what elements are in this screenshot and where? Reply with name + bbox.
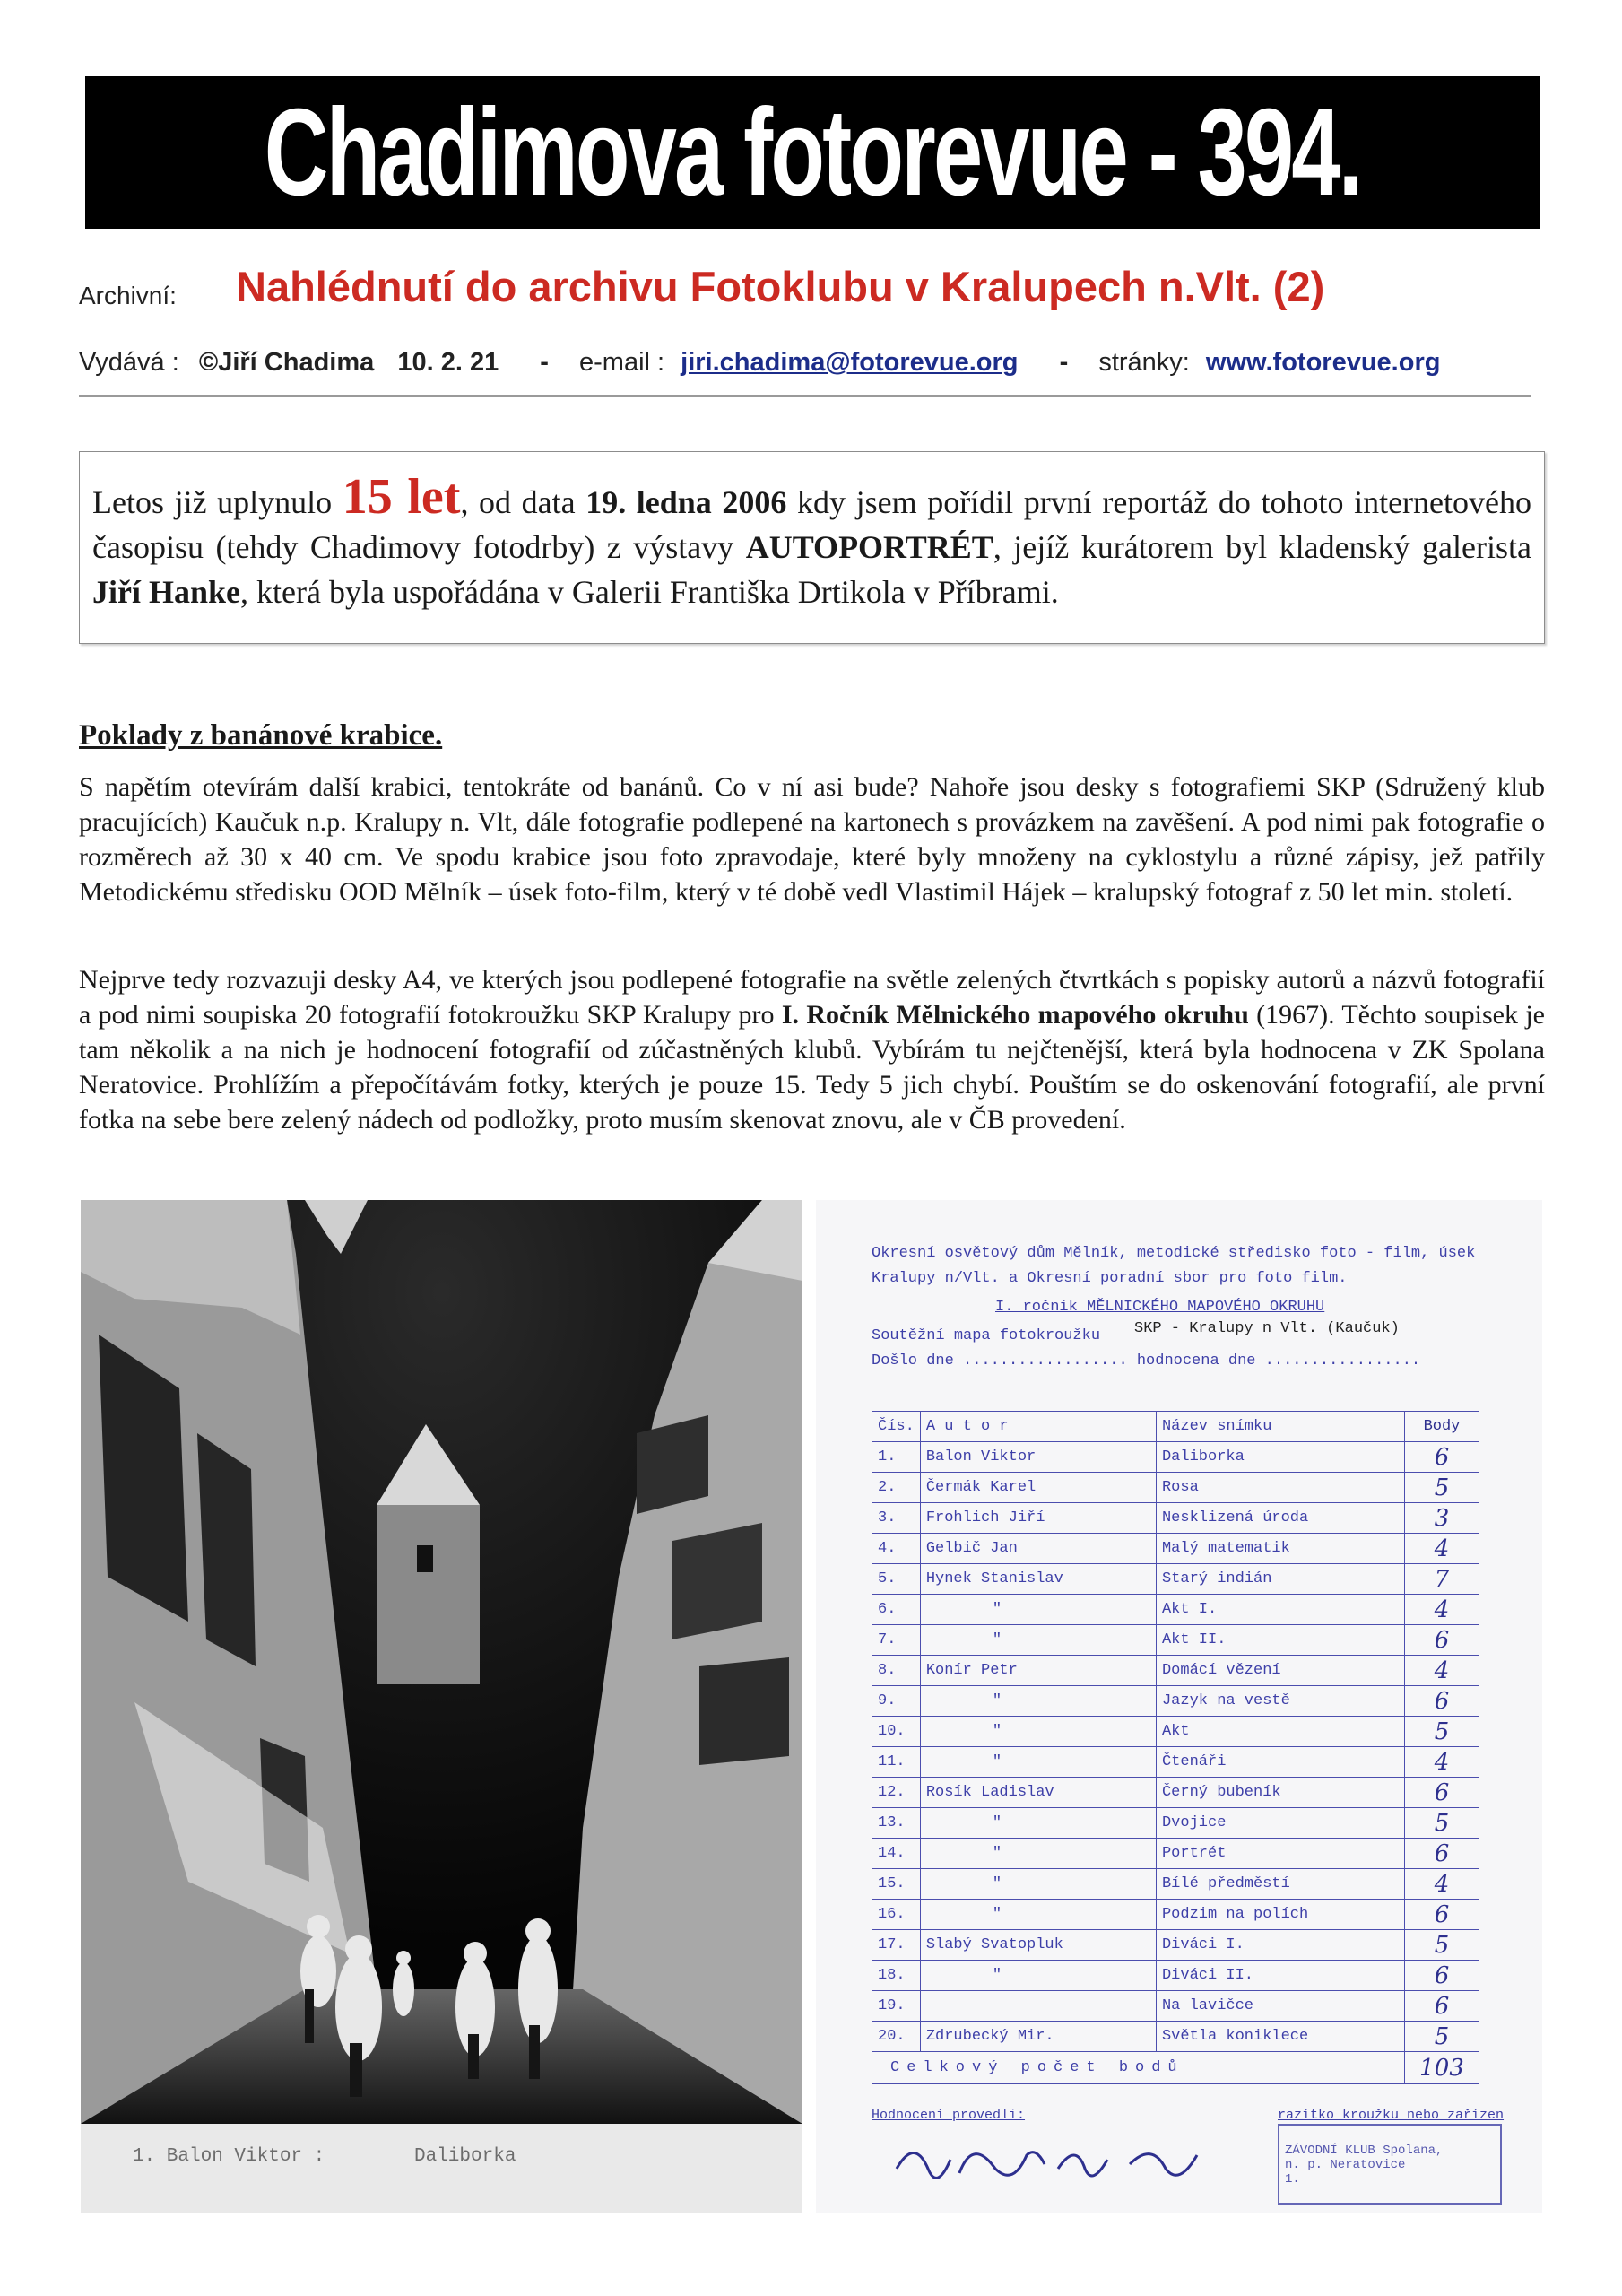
section-heading: Poklady z banánové krabice. (79, 719, 443, 752)
row-author: Slabý Svatopluk (920, 1930, 1156, 1961)
row-author: " (920, 1686, 1156, 1717)
col-header-title: Název snímku (1156, 1412, 1404, 1442)
row-number: 15. (872, 1869, 921, 1900)
sheet-header-line: Kralupy n/Vlt. a Okresní poradní sbor pro foto film. (872, 1270, 1348, 1287)
row-points: 6 (1404, 1991, 1479, 2022)
row-author: " (920, 1869, 1156, 1900)
row-points: 4 (1404, 1747, 1479, 1778)
row-points: 6 (1404, 1839, 1479, 1869)
competition-name: I. Ročník Mělnického mapového okruhu (781, 1000, 1249, 1030)
row-title: Akt (1156, 1717, 1404, 1747)
row-author: " (920, 1747, 1156, 1778)
row-number: 20. (872, 2022, 921, 2052)
photo-daliborka (81, 1200, 802, 2213)
row-points: 6 (1404, 1686, 1479, 1717)
row-author: Gelbič Jan (920, 1534, 1156, 1564)
club-stamp (1278, 2124, 1502, 2205)
photo-caption-title: Daliborka (414, 2146, 516, 2167)
sheet-competition: I. ročník MĚLNICKÉHO MAPOVÉHO OKRUHU (995, 1299, 1325, 1316)
row-author: Hynek Stanislav (920, 1564, 1156, 1595)
first-report-date: 19. ledna 2006 (585, 484, 787, 520)
row-title: Nesklizená úroda (1156, 1503, 1404, 1534)
row-title: Černý bubeník (1156, 1778, 1404, 1808)
row-title: Čtenáři (1156, 1747, 1404, 1778)
publisher-row (79, 348, 1549, 387)
table-row (872, 1656, 1479, 1686)
row-title: Diváci I. (1156, 1930, 1404, 1961)
row-number: 10. (872, 1717, 921, 1747)
row-author: Balon Viktor (920, 1442, 1156, 1473)
table-row (872, 1991, 1479, 2022)
row-points: 5 (1404, 1473, 1479, 1503)
row-title: Diváci II. (1156, 1961, 1404, 1991)
email-link[interactable]: jiri.chadima@fotorevue.org (681, 348, 1019, 377)
email-label: e-mail : (579, 348, 665, 377)
row-number: 7. (872, 1625, 921, 1656)
photo-image (81, 1200, 802, 2213)
row-title: Dvojice (1156, 1808, 1404, 1839)
table-row (872, 2022, 1479, 2052)
exhibition-name: AUTOPORTRÉT (745, 529, 993, 565)
table-row (872, 1503, 1479, 1534)
publisher-label: Vydává : (79, 348, 179, 377)
row-title: Domácí vězení (1156, 1656, 1404, 1686)
row-points: 7 (1404, 1564, 1479, 1595)
article-paragraph: S napětím otevírám další krabici, tentokráte od banánů. Co v ní asi bude? Nahoře jsou desky s fotografiemi SKP (Sdružený klub pracujících) Kaučuk n.p. Kralupy n. Vlt, dále fotografie podlepené na kartonech s provázkem na zavěšení. A pod nimi pak fotografie o rozměrech až 30 x 40 cm. Ve spodu krabice jsou foto zpravodaje, které byly množeny na cyklostylu a různé zápisy, jež patřily Metodickému středisku OOD Mělník – úsek foto-film, který v té době vedl Vlastimil Hájek – kralupský fotograf z 50 let min. století. (79, 772, 1545, 907)
stamp-number: 1. (1285, 2172, 1300, 2187)
intro-text-part: Letos již uplynulo (92, 484, 343, 520)
row-number: 8. (872, 1656, 921, 1686)
separator: - (540, 348, 549, 377)
author-name: ©Jiří Chadima (198, 348, 375, 377)
row-number: 3. (872, 1503, 921, 1534)
article-title: Nahlédnutí do archivu Fotoklubu v Kralupech n.Vlt. (2) (236, 263, 1325, 310)
row-author: " (920, 1808, 1156, 1839)
intro-box (79, 451, 1545, 644)
row-author: Rosík Ladislav (920, 1778, 1156, 1808)
row-number: 17. (872, 1930, 921, 1961)
signatures (888, 2133, 1246, 2196)
table-row (872, 1564, 1479, 1595)
evaluation-table (872, 1411, 1479, 2084)
photo-caption-author: 1. Balon Viktor : (133, 2146, 325, 2167)
total-label: Celkový počet bodů (872, 2052, 1405, 2084)
intro-text (92, 469, 1532, 614)
intro-text-part: , která byla uspořádána v Galerii Františka Drtikola v Příbrami. (240, 574, 1059, 610)
paragraph-text: (1967). Těchto soupisek je tam několik a na nich je hodnocení fotografií od zúčastněných klubů. Vybírám tu nejčtenější, která byla hodnocena v ZK Spolana Neratovice. Prohlížím a přepočítávám fotky, kterých je pouze 15. Tedy 5 jich chybí. Pouštím se do oskenování fotografií, ale první fotka na sebe bere zelený nádech od podložky, proto musím skenovat znovu, ale v ČB provedení. (79, 1000, 1545, 1135)
header-divider (79, 395, 1531, 397)
sheet-club-value: SKP - Kralupy n Vlt. (Kaučuk) (1134, 1320, 1400, 1337)
table-row (872, 1839, 1479, 1869)
row-number: 13. (872, 1808, 921, 1839)
row-title: Na lavičce (1156, 1991, 1404, 2022)
row-points: 4 (1404, 1595, 1479, 1625)
row-points: 6 (1404, 1778, 1479, 1808)
row-title: Světla koniklece (1156, 2022, 1404, 2052)
row-number: 12. (872, 1778, 921, 1808)
table-row (872, 1717, 1479, 1747)
row-author: Konír Petr (920, 1656, 1156, 1686)
row-number: 1. (872, 1442, 921, 1473)
magazine-banner (85, 76, 1540, 229)
stamp-text: ZÁVODNÍ KLUB Spolana, n. p. Neratovice (1285, 2144, 1444, 2172)
table-row (872, 1442, 1479, 1473)
col-header-points: Body (1404, 1412, 1479, 1442)
total-points: 103 (1404, 2052, 1479, 2084)
row-title: Malý matematik (1156, 1534, 1404, 1564)
table-row (872, 1473, 1479, 1503)
row-points: 6 (1404, 1961, 1479, 1991)
row-points: 4 (1404, 1534, 1479, 1564)
table-header-row (872, 1412, 1479, 1442)
row-points: 4 (1404, 1656, 1479, 1686)
paragraph-text: Nejprve tedy rozvazuji desky A4, ve kterých jsou podlepené fotografie na světle zelených čtvrtkách s popisky autorů a názvů fotografií a pod nimi soupiska 20 fotografií fotokroužku SKP Kralupy pro (79, 965, 1545, 1030)
stamp-label: razítko kroužku nebo zařízen (1278, 2108, 1505, 2123)
row-title: Akt I. (1156, 1595, 1404, 1625)
row-author: " (920, 1595, 1156, 1625)
row-number: 11. (872, 1747, 921, 1778)
archive-row (79, 262, 1549, 325)
table-row (872, 1869, 1479, 1900)
curator-name: Jiří Hanke (92, 574, 241, 610)
table-row (872, 1930, 1479, 1961)
row-title: Podzim na polích (1156, 1900, 1404, 1930)
col-header-author: A u t o r (920, 1412, 1156, 1442)
row-number: 9. (872, 1686, 921, 1717)
row-number: 16. (872, 1900, 921, 1930)
table-row (872, 1534, 1479, 1564)
row-number: 4. (872, 1534, 921, 1564)
sheet-club-label: Soutěžní mapa fotokroužku (872, 1327, 1101, 1344)
row-number: 6. (872, 1595, 921, 1625)
row-points: 5 (1404, 1808, 1479, 1839)
table-row (872, 1625, 1479, 1656)
table-row (872, 1961, 1479, 1991)
col-header-num: Čís. (872, 1412, 921, 1442)
table-row (872, 1747, 1479, 1778)
row-title: Rosa (1156, 1473, 1404, 1503)
row-author: " (920, 1839, 1156, 1869)
table-row (872, 1808, 1479, 1839)
row-points: 5 (1404, 2022, 1479, 2052)
issue-date: 10. 2. 21 (397, 348, 499, 377)
sheet-header-line: Okresní osvětový dům Mělník, metodické středisko foto - film, úsek (872, 1245, 1476, 1262)
row-author: " (920, 1961, 1156, 1991)
row-title: Akt II. (1156, 1625, 1404, 1656)
row-points: 3 (1404, 1503, 1479, 1534)
table-row (872, 1778, 1479, 1808)
row-points: 6 (1404, 1900, 1479, 1930)
row-number: 5. (872, 1564, 921, 1595)
scanned-evaluation-sheet (816, 1200, 1542, 2213)
row-title: Portrét (1156, 1839, 1404, 1869)
row-points: 4 (1404, 1869, 1479, 1900)
evaluated-by-label: Hodnocení provedli: (872, 2108, 1026, 2123)
intro-text-part: , jejíž kurátorem byl kladenský galerista (993, 529, 1531, 565)
sheet-dates-line: Došlo dne .................. hodnocena dne ................. (872, 1352, 1421, 1370)
row-title: Daliborka (1156, 1442, 1404, 1473)
intro-text-part: , od data (460, 484, 586, 520)
row-author: Čermák Karel (920, 1473, 1156, 1503)
row-title: Jazyk na vestě (1156, 1686, 1404, 1717)
row-points: 5 (1404, 1930, 1479, 1961)
row-points: 6 (1404, 1625, 1479, 1656)
row-author: " (920, 1717, 1156, 1747)
website-link[interactable]: www.fotorevue.org (1205, 348, 1441, 377)
row-number: 14. (872, 1839, 921, 1869)
table-row (872, 1686, 1479, 1717)
row-points: 5 (1404, 1717, 1479, 1747)
separator: - (1059, 348, 1069, 377)
row-number: 2. (872, 1473, 921, 1503)
row-title: Starý indián (1156, 1564, 1404, 1595)
total-row (872, 2052, 1479, 2084)
table-row (872, 1900, 1479, 1930)
row-number: 18. (872, 1961, 921, 1991)
archive-label: Archivní: (79, 282, 177, 309)
row-points: 6 (1404, 1442, 1479, 1473)
intro-text-part: kdy jsem pořídil první reportáž do tohoto internetového časopisu (tehdy Chadimovy fotodrby) z výstavy (92, 484, 1532, 565)
magazine-title: Chadimova fotorevue - 394. (265, 83, 1361, 222)
row-author: " (920, 1625, 1156, 1656)
row-author: Zdrubecký Mir. (920, 2022, 1156, 2052)
anniversary-years: 15 let (342, 469, 461, 525)
row-author: " (920, 1900, 1156, 1930)
row-number: 19. (872, 1991, 921, 2022)
row-author (920, 1991, 1156, 2022)
table-row (872, 1595, 1479, 1625)
article-paragraph (79, 962, 1545, 1137)
row-title: Bílé předměstí (1156, 1869, 1404, 1900)
web-label: stránky: (1098, 348, 1190, 377)
row-author: Frohlich Jiří (920, 1503, 1156, 1534)
